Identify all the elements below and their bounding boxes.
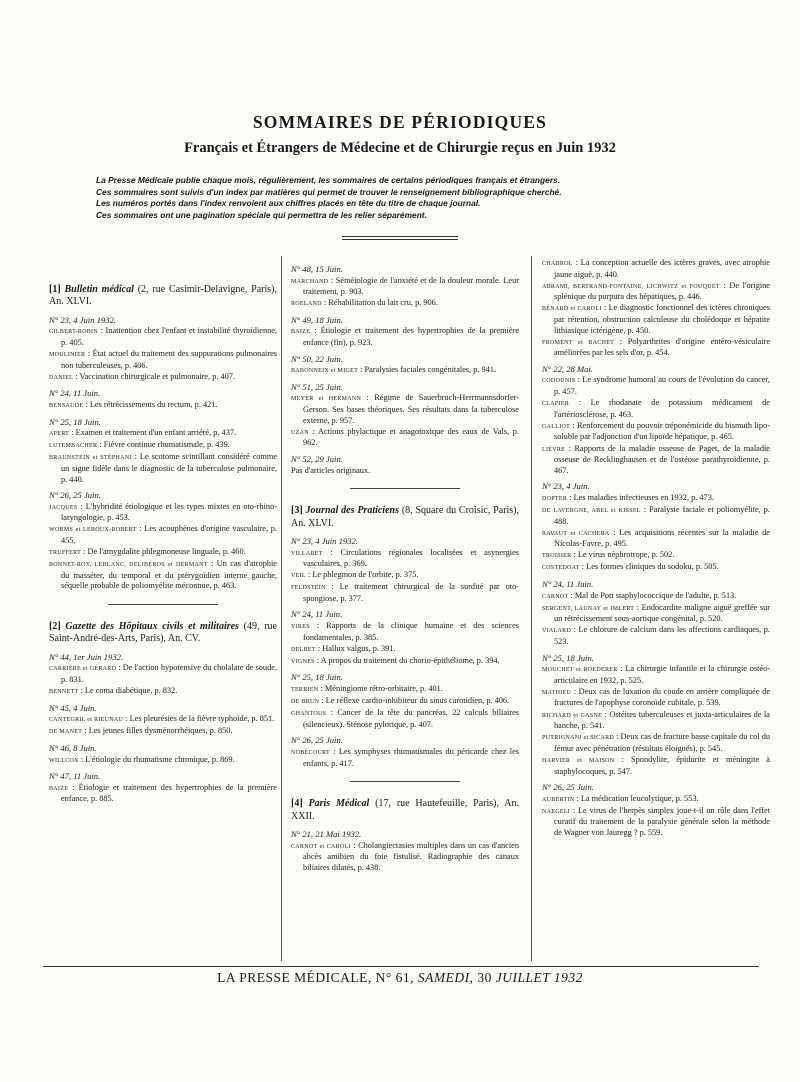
author: NAEGELI <box>542 808 571 815</box>
article-title: : Le syndrome humoral au cours de l'évolution du cancer, p. 457. <box>554 375 770 397</box>
author: FROMENT et BACHET <box>542 339 615 346</box>
journal-address: (8, Square du Croisic, Paris), An. XLVI. <box>291 505 519 529</box>
author: RAVAUT et CACHERA <box>542 530 610 537</box>
article-entry <box>542 664 770 686</box>
journal-address: (2, rue Casimir-Delavigne, Paris), An. XLVI. <box>49 284 277 308</box>
intro-line: La Presse Médicale publie chaque mois, régulièrement, les sommaires de certains périodiques français et étrangers. <box>96 175 561 185</box>
issue-heading: N° 26, 25 Juin. <box>542 782 594 793</box>
issue-heading: N° 44, 1er Juin 1932. <box>49 651 124 662</box>
article-entry <box>49 726 277 738</box>
article-entry <box>291 548 519 570</box>
article-entry <box>49 524 277 546</box>
journal-heading <box>49 621 277 646</box>
article-title: : Rapports de la maladie osseuse de Paget, de la maladie osseuse de Recklinghausen et de l'ostéose parathyroïdienne, p. 467. <box>554 443 770 475</box>
author: ABRAMI, BERTRAND-FONTAINE, LICHWITZ et FOUQUET <box>542 283 720 290</box>
author: NOBÉCOURT <box>291 750 331 756</box>
article-entry <box>542 550 770 562</box>
author: VILLARET <box>291 550 323 557</box>
author: DE LAVERGNE, ABEL et KISSEL <box>542 507 641 514</box>
journal-heading <box>291 505 519 530</box>
article-title: : Les acquisitions récentes sur la maladie de Nicolas-Favre, p. 495. <box>554 527 770 549</box>
article-entry <box>291 841 519 874</box>
article-title: : Deux cas de fracture basse capitale du col du fémur avec pénétration (résultats éloignés), p. 545. <box>554 732 770 753</box>
article-title: : Réhabilitation du lait cru, p. 906. <box>321 298 438 308</box>
article-entry <box>291 365 519 377</box>
article-entry <box>291 276 519 298</box>
article-entry <box>542 794 770 806</box>
article-title: : Le réflexe cardio-inhibiteur du sinus carotidien, p. 406. <box>319 696 510 706</box>
article-title: : Paralysie faciale et poliomyélite, p. 488. <box>554 504 770 526</box>
issue-heading: N° 25, 18 Juin. <box>291 672 343 683</box>
article-entry <box>49 428 277 440</box>
article-title: : Le traitement chirurgical de la surdité par oto-spongiose, p. 377. <box>303 582 519 603</box>
article-entry <box>291 621 519 643</box>
author: CODOUNIS <box>542 378 576 385</box>
page-title: SOMMAIRES DE PÉRIODIQUES <box>252 112 548 132</box>
article-title: : Mal de Pott staphylococcique de l'adulte, p. 513. <box>568 590 737 600</box>
article-title: : Inattention chez l'enfant et instabilité thyroïdienne, p. 405. <box>61 326 277 347</box>
author: DE BRUN <box>291 699 320 706</box>
article-entry <box>291 708 519 730</box>
footer-publication: LA PRESSE MÉDICALE, N° 61, <box>217 970 418 985</box>
issue-heading: N° 52, 29 Juin. <box>291 453 343 464</box>
article-entry <box>291 298 519 310</box>
article-title: : Endocardite maligne aiguë greffée sur un rétrécissement sous-aortique congénital, p. 520. <box>554 602 770 624</box>
journal-address: (17, rue Hautefeuille, Paris), An. XXII. <box>291 798 519 822</box>
author: BENNETT <box>49 689 79 696</box>
author: APERT <box>49 431 70 438</box>
author: CARNOT <box>542 593 569 600</box>
article-title: : Cholangiectasies multiples dans un cas d'ancien abcès amibien du foie fistulisé. Radiographie des canaux biliaires dilatés, p. 438. <box>303 840 519 872</box>
author: MOUCHET et ROEDERER <box>542 667 618 674</box>
page-subtitle: Français et Étrangers de Médecine et de Chirurgie reçus en Juin 1932 <box>184 140 616 156</box>
article-entry <box>291 684 519 696</box>
article-entry <box>291 644 519 656</box>
article-title: : Étiologie et traitement des hypertrophies de la première enfance (fin), p. 923. <box>303 326 519 348</box>
article-entry <box>542 505 770 527</box>
footer-day: 30 <box>473 970 496 985</box>
article-entry <box>49 663 277 685</box>
article-entry <box>542 281 770 303</box>
column-right <box>542 258 770 839</box>
column-divider <box>281 256 282 961</box>
article-entry <box>542 258 770 280</box>
article-title: : Méningiome rétro-orbitaire, p. 401. <box>318 684 443 694</box>
article-entry <box>542 303 770 336</box>
journal-heading <box>291 798 519 823</box>
issue-heading: N° 25, 18 Juin. <box>49 416 101 427</box>
author: UZAN <box>291 429 309 436</box>
article-title: : L'étiologie du rhumatisme chronique, p. 869. <box>78 754 235 764</box>
column-divider <box>531 256 532 961</box>
page-footer <box>0 970 800 986</box>
article-entry <box>291 326 519 348</box>
article-entry <box>49 755 277 767</box>
article-title: : Les formes cliniques du sodoku, p. 505. <box>579 562 719 572</box>
article-entry <box>49 559 277 592</box>
issue-heading: N° 26, 25 Juin. <box>291 735 343 746</box>
author: GALLIOT <box>542 423 571 430</box>
issue-heading: N° 23, 4 Juin. <box>542 481 590 492</box>
issue-heading: N° 23, 4 Juin 1932. <box>291 535 358 546</box>
article-title: : Les rétrécissements du rectum, p. 421. <box>83 399 218 409</box>
author: DELBET <box>291 646 316 653</box>
issue-heading: N° 26, 25 Juin. <box>49 490 101 501</box>
article-title: : Le virus néphrotrope, p. 502. <box>571 550 675 560</box>
author: COSTEDOAT <box>542 565 580 572</box>
author: BENSAUDE <box>49 402 84 409</box>
author: TERRIEN <box>291 687 319 694</box>
issue-heading: N° 24, 11 Juin. <box>49 388 101 399</box>
article-title: : Spondylite, épidurite et méningite à staphylocoques, p. 547. <box>554 754 770 776</box>
article-entry <box>49 783 277 805</box>
article-entry <box>291 393 519 426</box>
author: DANIEL <box>49 374 74 381</box>
article-entry <box>542 375 770 397</box>
article-title: : Les symphyses rhumatismales du péricarde chez les enfants, p. 417. <box>303 747 519 768</box>
article-title: : Cancer de la tête du pancréas. 22 calculs biliaires (silencieux). Sténose pylorique, p. 407. <box>303 708 519 729</box>
article-title: : État actuel du traitement des suppurations pulmonaires non tuberculeuses, p. 406. <box>61 349 277 370</box>
article-title: : Le scotome scintillant considéré comme un signe fidèle dans le diagnostic de la tuberculose pulmonaire, p. 440. <box>61 452 277 484</box>
article-entry <box>542 710 770 732</box>
article-entry <box>49 349 277 371</box>
author: LUTEMBACHER <box>49 443 98 450</box>
article-title: : Les maladies infectieuses en 1932, p. 473. <box>567 492 714 502</box>
journal-name: Gazette des Hôpitaux civils et militaires <box>65 620 239 632</box>
article-title: : De l'action hypotensive du cholalate de soude, p. 831. <box>61 663 277 684</box>
article-title: : Le rhodanate de potassium médicament de l'artériosclérose, p. 463. <box>554 398 770 419</box>
article-entry <box>49 452 277 485</box>
journal-number: [3] <box>291 505 303 517</box>
article-title: : Régime de Sauerbruch-Herrmannsdorfer-Gerson. Ses bases théoriques. Ses résultats dans la tuberculose externe, p. 957. <box>303 393 519 425</box>
author: FELDSTEIN <box>291 585 326 592</box>
issue-heading: N° 47, 11 Juin. <box>49 771 101 782</box>
article-title: : Séméiologie de l'anxiété et de la douleur morale. Leur traitement, p. 903. <box>303 275 519 297</box>
article-entry: Pas d'articles originaux. <box>291 465 371 475</box>
column-left <box>49 284 277 805</box>
author: CHABROL <box>542 261 573 267</box>
author: VIALARD <box>542 628 572 635</box>
article-title: : Le diagnostic fonctionnel des ictères chroniques par rétention, obstruction calculeuse du cholédoque et hépatite lithiasique ictérigène, p. 450. <box>554 303 770 335</box>
article-entry <box>542 337 770 359</box>
article-entry <box>542 398 770 420</box>
author: HARVIER et MAISON <box>542 757 615 764</box>
author: CLAPIER <box>542 401 570 408</box>
article-entry <box>291 696 519 708</box>
issue-heading: N° 25, 18 Juin. <box>542 652 594 663</box>
article-title: : Circulations régionales localisées et asynergies vasculaires, p. 369. <box>303 547 519 569</box>
issue-heading: N° 48, 15 Juin. <box>291 264 343 274</box>
article-entry <box>542 591 770 603</box>
article-title: : A propos du traitement du chorio-épithéliome, p. 394. <box>314 655 500 665</box>
author: GHANTOUS <box>291 711 327 718</box>
author: CARNOT et CAROLI <box>291 843 351 850</box>
header-divider <box>342 239 458 240</box>
article-title: : Renforcement du pouvoir tréponémicide du bismuth lipo-soluble par l'adjonction d'un lipoïde hépatique, p. 465. <box>554 420 770 442</box>
intro-line: Ces sommaires sont suivis d'un index par matières qui permet de trouver le renseignement bibliographique cherché. <box>96 186 562 197</box>
author: BAIZE <box>291 329 311 336</box>
article-entry <box>542 562 770 574</box>
author: RICHARD et GASNE <box>542 712 603 719</box>
article-entry <box>542 687 770 709</box>
issue-heading: N° 24, 11 Juin. <box>291 609 343 620</box>
author: TROISIER <box>542 553 572 560</box>
article-title: : Les pleurésies de la fièvre typhoïde, p. 851. <box>123 714 275 724</box>
article-title: : De l'amygdalite phlegmoneuse linguale, p. 460. <box>81 547 246 557</box>
author: PUTRIGNANI et SICARD <box>542 735 615 742</box>
issue-heading: N° 50, 22 Juin. <box>291 353 343 364</box>
author: BAIZE <box>49 785 69 792</box>
article-entry <box>291 427 519 449</box>
author: VIGNES <box>291 658 315 665</box>
article-entry <box>542 755 770 777</box>
article-title: : La médication leucolytique, p. 553. <box>574 793 699 803</box>
author: BRAUNSTEIN et STÉPHANI <box>49 455 132 462</box>
intro-paragraph <box>96 175 716 221</box>
author: MEYER et HERMANN <box>291 396 362 403</box>
column-middle <box>291 258 519 874</box>
article-entry <box>49 372 277 384</box>
author: CARRIÈRE et GÉRARD <box>49 666 117 673</box>
header-divider <box>342 236 458 237</box>
author: ROELAND <box>291 301 322 308</box>
article-entry <box>542 444 770 477</box>
footer-rule <box>43 966 759 967</box>
article-title: : Paralysies faciales congénitales, p. 941. <box>358 365 497 375</box>
issue-heading: N° 21, 21 Mai 1932. <box>291 829 362 839</box>
issue-heading: N° 49, 18 Juin. <box>291 314 343 325</box>
author: VIRES <box>291 624 310 631</box>
author: LIÈVRE <box>542 446 566 453</box>
article-title: : Étiologie et traitement des hypertrophies de la première enfance, p. 885. <box>61 782 277 804</box>
article-entry <box>49 326 277 348</box>
article-entry <box>542 493 770 505</box>
author: SERGENT, LAUNAY et IMLERT <box>542 605 635 612</box>
article-entry <box>49 714 277 726</box>
author: TRUFFERT <box>49 550 82 557</box>
article-entry <box>291 747 519 769</box>
journal-name: Paris Médical <box>308 798 370 810</box>
article-title: : Fièvre continue rhumatismale, p. 439. <box>97 440 230 450</box>
article-entry <box>542 528 770 550</box>
article-title: : Les acouphènes d'origine vasculaire, p. 455. <box>61 524 277 545</box>
article-entry <box>291 570 519 582</box>
article-title: : De l'origine splénique du purpura des hépatiques, p. 446. <box>554 280 770 302</box>
author: MARCHAND <box>291 278 329 285</box>
article-entry <box>49 502 277 524</box>
article-title: : L'hybridité étiologique et les types mixtes en oto-rhino-laryngologie, p. 453. <box>61 501 277 523</box>
journal-number: [1] <box>49 284 61 295</box>
article-entry <box>49 547 277 559</box>
journal-name: Bulletin médical <box>64 284 134 295</box>
article-title: : Le coma diabétique, p. 832. <box>78 686 178 696</box>
article-title: : Les jeunes filles dysménorrhéiques, p. 850. <box>82 726 233 736</box>
author: CANTEGRIL et RIEUNAU <box>49 717 124 724</box>
article-title: : Deux cas de luxation du coude en arrière compliquée de fractures de l'apophyse coronoïde cubitale, p. 539. <box>554 686 770 708</box>
author: DOPTER <box>542 495 568 502</box>
article-title: : Examen et traitement d'un enfant arriéré, p. 437. <box>69 428 237 438</box>
intro-line: Ces sommaires ont une pagination spéciale qui permettra de les relier séparément. <box>96 209 427 220</box>
footer-month-year: JUILLET 1932 <box>495 970 583 985</box>
author: BÉNARD et CAROLI <box>542 306 602 313</box>
author: VEIL <box>291 573 306 580</box>
section-divider <box>108 604 218 605</box>
article-entry <box>291 582 519 604</box>
article-entry <box>291 656 519 668</box>
article-title: : Un cas d'atrophie du masséter, du temporal et du ptérygoïdien interne gauche, séquelle probable de poliomyélite méconnue, p. 463. <box>61 559 277 591</box>
author: WILLCOX <box>49 757 79 764</box>
article-entry <box>542 806 770 839</box>
section-divider <box>350 781 460 782</box>
issue-heading: N° 45, 4 Juin. <box>49 702 97 713</box>
article-title: : Ostéites tuberculeuses et juxta-articulaires de la hanche, p. 541. <box>554 709 770 731</box>
article-title: : Hallux valgus, p. 391. <box>315 643 396 653</box>
footer-weekday: SAMEDI, <box>417 970 474 985</box>
issue-heading: N° 46, 8 Juin. <box>49 742 97 753</box>
issue-heading: N° 22, 28 Mai. <box>542 363 593 374</box>
article-entry <box>542 603 770 625</box>
section-divider <box>350 488 460 489</box>
article-title: : Le virus de l'herpès simplex joue-t-il un rôle dans l'effet curatif du traitement de la paralysie générale selon la méthode de Wagner von Jauregg ? p. 559. <box>554 805 770 837</box>
article-title: : Polyarthrites d'origine entéro-vésiculaire améliorées par les sels d'or, p. 454. <box>554 336 770 358</box>
author: MATHIEU <box>542 689 572 696</box>
issue-heading: N° 24, 11 Juin. <box>542 579 594 590</box>
article-entry <box>542 625 770 647</box>
author: MOULINIER <box>49 352 86 359</box>
intro-line: Les numéros portés dans l'index renvoient aux chiffres placés en tête du titre de chaque journal. <box>96 198 481 208</box>
issue-heading: N° 51, 25 Juin. <box>291 381 343 392</box>
journal-name: Journal des Praticiens <box>305 505 399 517</box>
journal-address: (49, rue Saint-André-des-Arts, Paris), An. CV. <box>49 620 277 645</box>
journal-number: [4] <box>291 798 303 810</box>
article-entry <box>49 440 277 452</box>
journal-number: [2] <box>49 620 61 632</box>
author: BONNET-ROY, LEBLANC, DELIBÉROS et DERMANT <box>49 562 208 569</box>
issue-heading: N° 23, 4 Juin 1932. <box>49 314 116 325</box>
article-title: : Actions phylactique et anagotoxique des eaux de Vals, p. 962. <box>303 426 519 448</box>
article-title: : La chirurgie infantile et la chirurgie ostéo-articulaire en 1932, p. 525. <box>554 664 770 685</box>
author: WORMS et LEROUX-ROBERT <box>49 527 137 534</box>
article-entry <box>49 686 277 698</box>
article-entry <box>542 421 770 443</box>
author: GILBERT-ROBIN <box>49 329 98 336</box>
article-title: : La conception actuelle des ictères graves, avec atrophie jaune aiguë, p. 440. <box>554 258 770 279</box>
journal-heading <box>49 284 277 309</box>
author: JACQUES <box>49 504 78 511</box>
article-entry <box>542 732 770 754</box>
author: BABONNEIX et MIGET <box>291 368 359 375</box>
article-title: : Le chlorure de calcium dans les affections cardiaques, p. 523. <box>554 625 770 646</box>
author: DE MANET <box>49 729 83 736</box>
article-title: : Rapports de la clinique humaine et des sciences fondamentales, p. 385. <box>303 621 519 642</box>
article-title: : Vaccination chirurgicale et pulmonaire, p. 407. <box>73 371 236 381</box>
article-entry <box>49 400 277 412</box>
article-title: : Le phlegmon de l'orbite, p. 375. <box>305 570 419 580</box>
author: AUBERTIN <box>542 796 575 803</box>
